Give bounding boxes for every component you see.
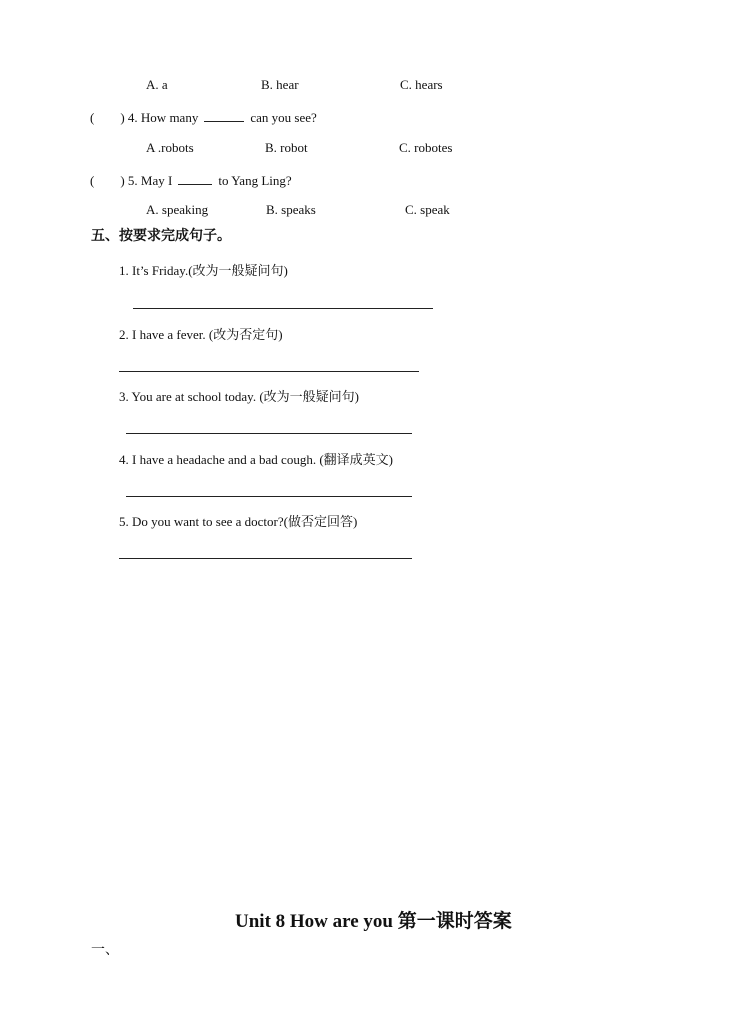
sentence-4: 4. I have a headache and a bad cough. (翻译成英文) — [119, 452, 393, 467]
q3-option-c: C. hears — [400, 77, 443, 92]
answer-title: Unit 8 How are you 第一课时答案 — [235, 911, 512, 932]
q3-option-b: B. hear — [261, 77, 299, 92]
q5-option-a: A. speaking — [146, 202, 209, 217]
sentence-1: 1. It’s Friday.(改为一般疑问句) — [119, 263, 288, 278]
question-text: 5. May I — [127, 173, 173, 188]
q5-option-c: C. speak — [405, 202, 450, 217]
sentence-2: 2. I have a fever. (改为否定句) — [119, 327, 283, 342]
answer-line[interactable] — [119, 558, 412, 559]
q4-option-a: A .robots — [146, 140, 194, 155]
fill-blank[interactable] — [204, 109, 244, 122]
question-text: can you see? — [250, 110, 317, 125]
answer-line[interactable] — [126, 496, 412, 497]
answer-line[interactable] — [119, 371, 419, 372]
q4-option-c: C. robotes — [399, 140, 453, 155]
question-4 — [90, 109, 317, 124]
question-5 — [90, 172, 292, 187]
q3-option-a: A. a — [146, 77, 168, 92]
answer-section-1: 一、 — [91, 943, 119, 958]
answer-line[interactable] — [126, 433, 412, 434]
sentence-5: 5. Do you want to see a doctor?(做否定回答) — [119, 514, 358, 529]
sentence-3: 3. You are at school today. (改为一般疑问句) — [119, 389, 359, 404]
answer-paren: ( ) — [90, 173, 125, 188]
q4-option-b: B. robot — [265, 140, 308, 155]
answer-line[interactable] — [133, 308, 433, 309]
question-text: to Yang Ling? — [218, 173, 292, 188]
q5-option-b: B. speaks — [266, 202, 316, 217]
section-heading: 五、按要求完成句子。 — [91, 228, 231, 244]
question-text: 4. How many — [127, 110, 199, 125]
answer-paren: ( ) — [90, 110, 125, 125]
fill-blank[interactable] — [178, 172, 212, 185]
